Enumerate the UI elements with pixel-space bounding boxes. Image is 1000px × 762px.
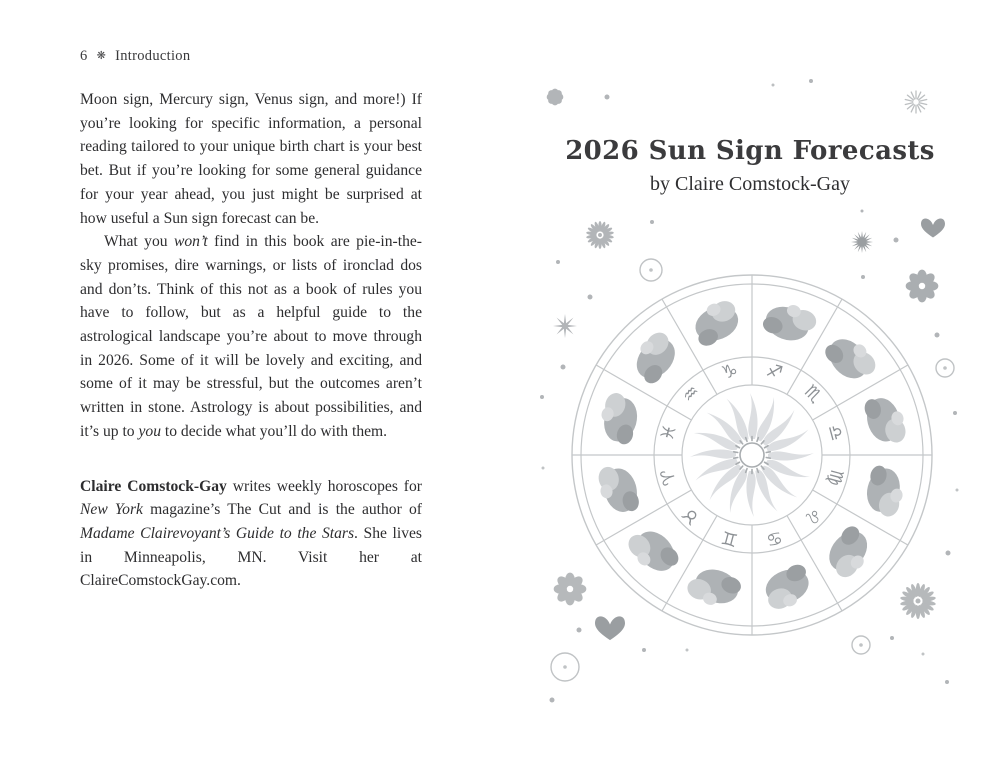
- zodiac-wheel-illustration: [500, 60, 1000, 762]
- right-page: [500, 0, 1000, 762]
- starburst-lines-icon: [905, 91, 926, 113]
- heart-icon: [595, 616, 625, 640]
- aquarius-illustration: [625, 327, 684, 386]
- dot-ornament: [945, 680, 949, 684]
- scorpio-illustration: [821, 328, 881, 389]
- pisces-illustration: [595, 390, 642, 446]
- circle-dot-icon: [852, 636, 870, 654]
- aquarius-glyph: ♒: [678, 381, 705, 408]
- author-bio: Claire Comstock-Gay writes weekly horoscopes for New York magazine’s The Cut and is the author of Madame Clairevoyant’s Guide to the Stars. She lives in Minneapolis, MN. Visit her at ClaireComstockGay.com.: [80, 477, 422, 590]
- page-number: 6: [80, 48, 88, 64]
- dot-ornament: [588, 295, 593, 300]
- leo-illustration: [820, 523, 879, 582]
- taurus-glyph: ♉: [678, 502, 705, 529]
- dot-ornament: [540, 395, 544, 399]
- aries-illustration: [595, 461, 641, 517]
- page-title: 2026 Sun Sign Forecasts: [565, 136, 935, 166]
- introduction-text: [80, 88, 422, 593]
- sagittarius-illustration: [760, 297, 819, 348]
- paragraph: What you won’t find in this book are pie-in-the-sky promises, dire warnings, or lists of ironclad dos and don’ts. Think of this not as a book of rules you have to follow, but as a helpful guide to the astrological landscape you’re about to move through in 2026. Some of it will be lovely and exciting, and some of it may be stressful, but the outcomes aren’t written in stone. Astrology is about possibilities, and it’s up to you to decide what you’ll do with them.: [80, 233, 422, 440]
- dot-ornament: [561, 365, 566, 370]
- dot-ornament: [894, 238, 899, 243]
- dot-ornament: [556, 260, 560, 264]
- sagittarius-glyph: ♐: [763, 359, 785, 385]
- gemini-illustration: [684, 562, 744, 614]
- dot-ornament: [642, 648, 646, 652]
- dot-ornament: [686, 649, 689, 652]
- dot-ornament: [605, 95, 610, 100]
- cancer-illustration: [760, 562, 816, 613]
- spiky-starburst-icon: [851, 231, 873, 253]
- dot-ornament: [772, 84, 775, 87]
- daisy-flower-icon: [900, 583, 936, 619]
- dot-ornament: [935, 333, 940, 338]
- capricorn-glyph: ♑: [719, 359, 741, 385]
- dot-ornament: [956, 489, 959, 492]
- paragraph: Moon sign, Mercury sign, Venus sign, and more!) If you’re looking for specific information, a personal reading tailored to your unique birth chart is your best bet. But if you’re looking for some general guidance for your year ahead, you just might be surprised at how useful a Sun sign forecast can be.: [80, 91, 422, 227]
- asterisk-ornament-icon: ❋: [96, 49, 107, 62]
- dot-ornament: [650, 220, 654, 224]
- dot-ornament: [946, 551, 951, 556]
- zodiac-wheel: [572, 275, 932, 635]
- aries-glyph: ♈: [656, 466, 682, 488]
- cancer-glyph: ♋: [763, 525, 785, 551]
- leo-glyph: ♌: [799, 502, 826, 529]
- dot-ornament: [890, 636, 894, 640]
- dot-ornament: [922, 653, 925, 656]
- virgo-illustration: [862, 464, 909, 519]
- libra-glyph: ♎: [822, 422, 848, 444]
- dot-ornament: [550, 698, 555, 703]
- daisy-flower-icon: [586, 221, 614, 249]
- dot-ornament: [809, 79, 813, 83]
- libra-illustration: [862, 393, 909, 449]
- dot-ornament: [861, 275, 865, 279]
- circle-dot-icon: [640, 259, 662, 281]
- circle-dot-icon: [936, 359, 954, 377]
- circle-dot-icon: [551, 653, 579, 681]
- scorpio-glyph: ♏: [799, 381, 826, 408]
- flower-icon: [906, 270, 939, 303]
- heart-icon: [921, 219, 945, 238]
- pisces-glyph: ♓: [656, 422, 682, 444]
- taurus-illustration: [623, 521, 683, 582]
- gemini-glyph: ♊: [719, 525, 741, 551]
- dot-ornament: [953, 411, 957, 415]
- dot-ornament: [577, 628, 582, 633]
- running-header: [80, 48, 190, 65]
- capricorn-illustration: [688, 297, 744, 349]
- byline: by Claire Comstock-Gay: [650, 173, 850, 195]
- eight-point-star-icon: [553, 314, 577, 338]
- section-title: Introduction: [115, 48, 191, 64]
- virgo-glyph: ♍: [822, 466, 848, 488]
- flower-icon: [554, 573, 587, 606]
- scalloped-circle-icon: [547, 89, 564, 106]
- sun-icon: [690, 393, 814, 517]
- dot-ornament: [542, 467, 545, 470]
- dot-ornament: [861, 210, 864, 213]
